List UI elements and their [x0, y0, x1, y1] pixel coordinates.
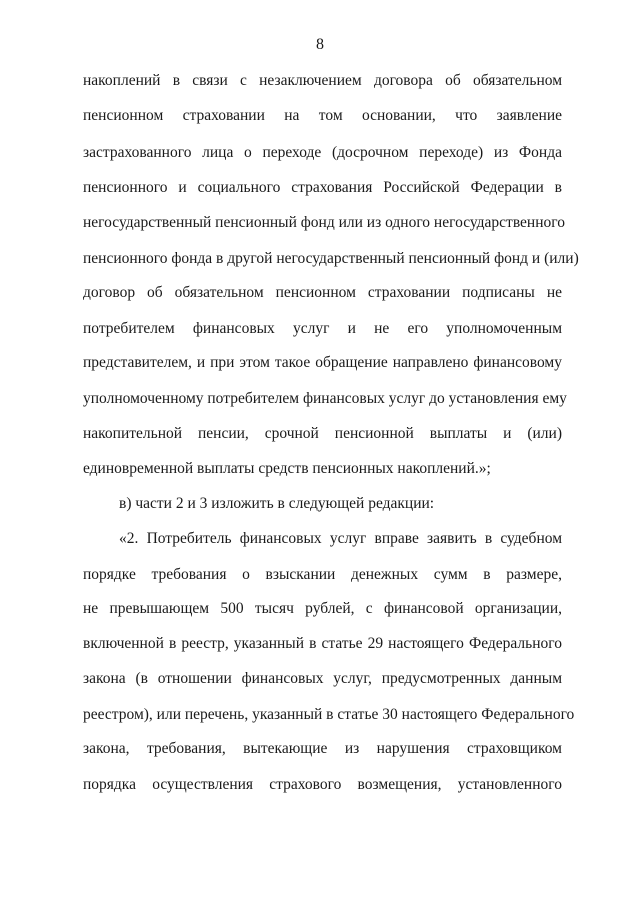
- text-line: уполномоченному потребителем финансовых услуг до установления ему: [83, 390, 567, 407]
- text-line: потребителем финансовых услуг и не его уполномоченным: [83, 320, 562, 337]
- text-line: негосударственный пенсионный фонд или из одного негосударственного: [83, 214, 565, 231]
- text-line: пенсионном страховании на том основании, что заявление: [83, 107, 562, 124]
- text-line: пенсионного фонда в другой негосударственный пенсионный фонд и (или): [83, 250, 579, 267]
- text-line: договор об обязательном пенсионном страховании подписаны не: [83, 284, 562, 301]
- text-line: закона, требования, вытекающие из нарушения страховщиком: [83, 740, 562, 757]
- text-line: пенсионного и социального страхования Российской Федерации в: [83, 179, 562, 196]
- text-line: представителем, и при этом такое обращение направлено финансовому: [83, 354, 562, 371]
- text-line: «2. Потребитель финансовых услуг вправе заявить в судебном: [119, 530, 562, 547]
- text-line: накопительной пенсии, срочной пенсионной выплаты и (или): [83, 425, 562, 442]
- text-line: порядка осуществления страхового возмещения, установленного: [83, 776, 562, 793]
- text-line: не превышающем 500 тысяч рублей, с финансовой организации,: [83, 600, 562, 617]
- text-line: накоплений в связи с незаключением договора об обязательном: [83, 72, 562, 89]
- text-line: закона (в отношении финансовых услуг, предусмотренных данным: [83, 670, 562, 687]
- text-line: реестром), или перечень, указанный в статье 30 настоящего Федерального: [83, 706, 575, 723]
- text-line: застрахованного лица о переходе (досрочном переходе) из Фонда: [83, 144, 562, 161]
- text-line: единовременной выплаты средств пенсионных накоплений.»;: [83, 460, 491, 477]
- text-line: включенной в реестр, указанный в статье 29 настоящего Федерального: [83, 635, 562, 652]
- text-line: в) части 2 и 3 изложить в следующей редакции:: [119, 495, 435, 512]
- page-number: 8: [316, 36, 324, 53]
- text-line: порядке требования о взыскании денежных сумм в размере,: [83, 566, 562, 583]
